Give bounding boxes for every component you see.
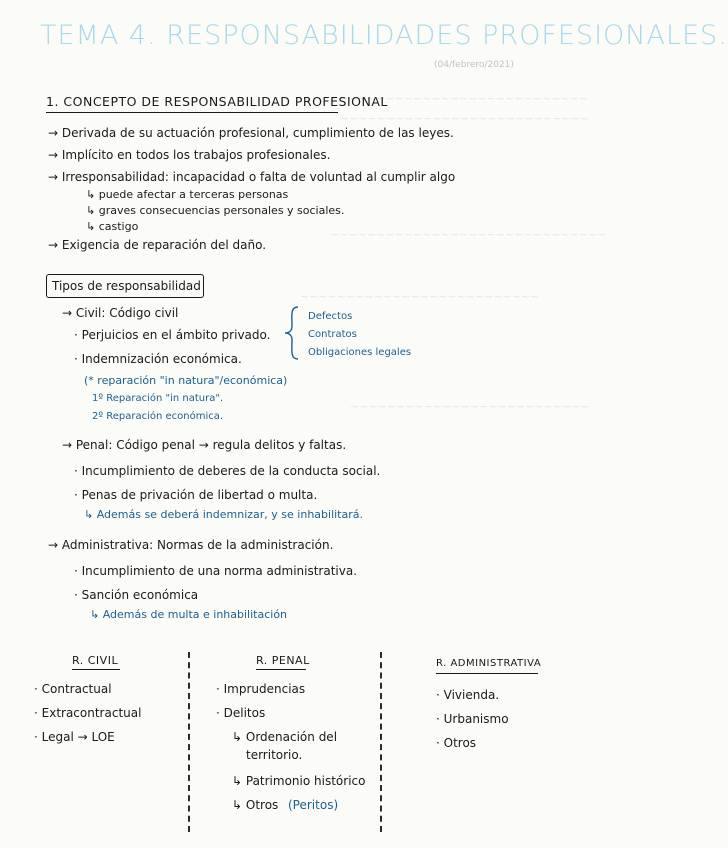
- bleed-through-text: ~~~~~~~~~~~~~~~~~~~~~~~~~~~~~~: [330, 228, 607, 241]
- date-note: (04/febrero/2021): [434, 60, 514, 70]
- civil-column-item: · Contractual: [34, 682, 112, 696]
- penal-column-subitem: ↳ Otros: [232, 798, 279, 812]
- heading-underline: [436, 673, 538, 674]
- admin-column-item: · Vivienda.: [436, 688, 500, 702]
- penal-column-note: (Peritos): [288, 798, 339, 812]
- curly-brace: [284, 306, 300, 360]
- heading-underline: [72, 669, 120, 670]
- civil-note-item: 1º Reparación "in natura".: [92, 393, 224, 404]
- civil-column-item: · Legal → LOE: [34, 730, 115, 744]
- penal-line: · Incumplimiento de deberes de la conducta social.: [74, 464, 381, 478]
- brace-item: Defectos: [308, 311, 353, 322]
- bleed-through-text: ~~~~~~~~~~~~~~~~~~~~~~~~~~~: [340, 112, 589, 125]
- penal-column-item: · Delitos: [216, 706, 266, 720]
- civil-line: · Indemnización económica.: [74, 352, 242, 366]
- penal-heading: → Penal: Código penal → regula delitos y faltas.: [62, 438, 347, 452]
- penal-note: ↳ Además se deberá indemnizar, y se inhabilitará.: [84, 508, 363, 521]
- concept-item: → Derivada de su actuación profesional, cumplimiento de las leyes.: [48, 126, 454, 140]
- civil-column-item: · Extracontractual: [34, 706, 142, 720]
- heading-underline: [46, 112, 338, 113]
- concept-item: → Exigencia de reparación del daño.: [48, 238, 267, 252]
- civil-heading: → Civil: Código civil: [62, 306, 179, 320]
- admin-line: · Sanción económica: [74, 588, 199, 602]
- heading-underline: [256, 669, 306, 670]
- concept-item: → Implícito en todos los trabajos profesionales.: [48, 148, 331, 162]
- section-heading: 1. CONCEPTO DE RESPONSABILIDAD PROFESIONAL: [46, 94, 388, 109]
- brace-item: Obligaciones legales: [308, 347, 412, 358]
- column-divider: [380, 652, 382, 832]
- admin-heading: → Administrativa: Normas de la administración.: [48, 538, 334, 552]
- civil-note-item: 2º Reparación económica.: [92, 411, 224, 422]
- penal-line: · Penas de privación de libertad o multa.: [74, 488, 318, 502]
- penal-column-subitem: ↳ Patrimonio histórico: [232, 774, 366, 788]
- page-title: TEMA 4. RESPONSABILIDADES PROFESIONALES.: [40, 20, 728, 51]
- penal-column-subitem: territorio.: [246, 748, 303, 762]
- admin-column-item: · Urbanismo: [436, 712, 509, 726]
- concept-item: → Irresponsabilidad: incapacidad o falta de voluntad al cumplir algo: [48, 170, 456, 184]
- admin-column-item: · Otros: [436, 736, 477, 750]
- admin-line: · Incumplimiento de una norma administrativa.: [74, 564, 358, 578]
- types-label: Tipos de responsabilidad: [52, 279, 201, 293]
- concept-subitem: ↳ graves consecuencias personales y sociales.: [86, 204, 345, 217]
- penal-column-subitem: ↳ Ordenación del: [232, 730, 338, 744]
- admin-column-heading: R. ADMINISTRATIVA: [436, 658, 542, 669]
- penal-column-item: · Imprudencias: [216, 682, 306, 696]
- civil-column-heading: R. CIVIL: [72, 654, 119, 667]
- civil-line: · Perjuicios en el ámbito privado.: [74, 328, 271, 342]
- concept-subitem: ↳ puede afectar a terceras personas: [86, 188, 289, 201]
- bleed-through-text: ~~~~~~~~~~~~~~~~~~~~~~~~~~~~: [330, 92, 589, 105]
- penal-column-heading: R. PENAL: [256, 654, 310, 667]
- column-divider: [188, 652, 190, 832]
- civil-note: (* reparación "in natura"/económica): [84, 374, 288, 387]
- brace-item: Contratos: [308, 329, 357, 340]
- admin-note: ↳ Además de multa e inhabilitación: [90, 608, 288, 621]
- bleed-through-text: ~~~~~~~~~~~~~~~~~~~~~~~~~~: [300, 290, 540, 303]
- concept-subitem: ↳ castigo: [86, 220, 139, 233]
- bleed-through-text: ~~~~~~~~~~~~~~~~~~~~~~~~~~: [350, 400, 590, 413]
